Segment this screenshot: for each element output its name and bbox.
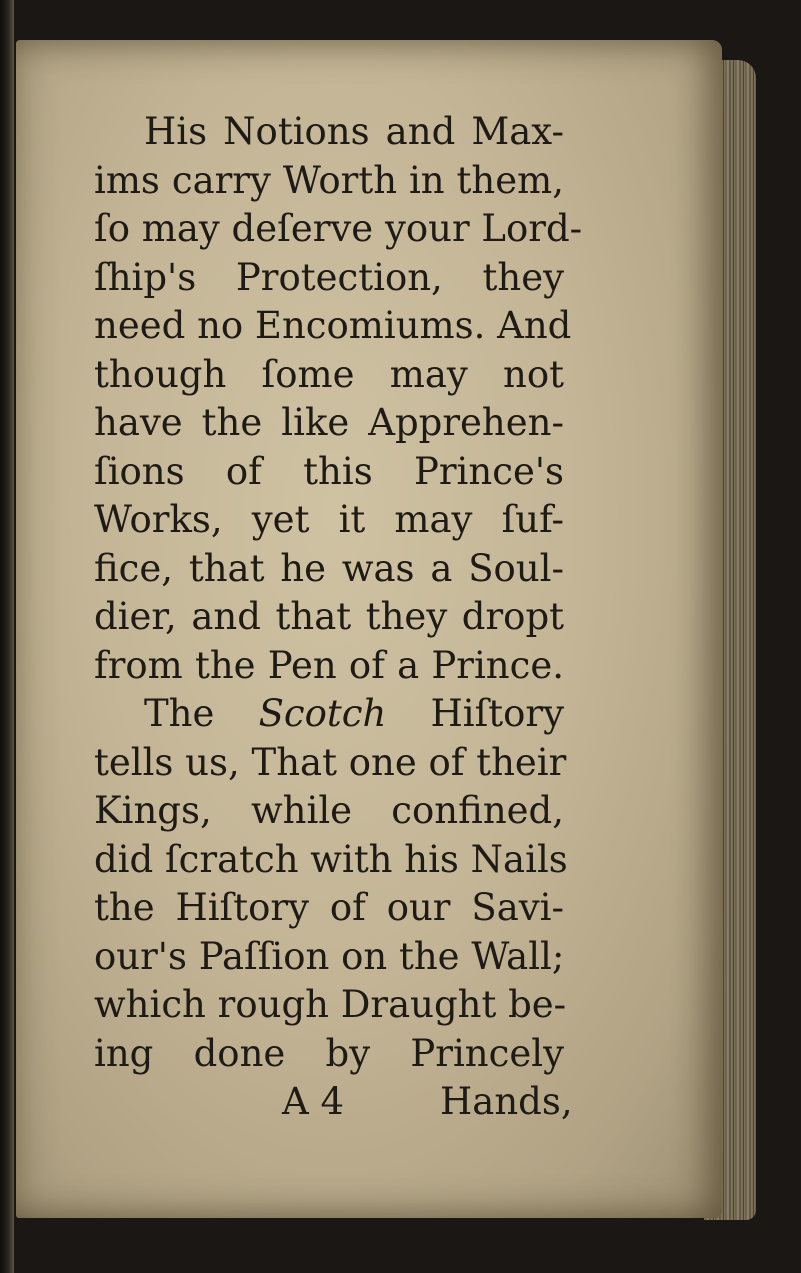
- text-line: though ſome may not: [94, 352, 564, 396]
- text-line: the Hiſtory of our Savi-: [94, 886, 564, 929]
- text-line: Kings, while confined,: [94, 789, 564, 832]
- text-line: His Notions and Max-: [144, 110, 564, 153]
- text-line: did ſcratch with his Nails: [94, 837, 568, 881]
- text-line: dier, and that they dropt: [94, 595, 564, 638]
- text-line: ims carry Worth in them,: [94, 158, 564, 202]
- italic-word: Scotch: [258, 692, 387, 735]
- text-line: our's Paſſion on the Wall;: [94, 934, 565, 978]
- text-run: Hiſtory: [386, 692, 565, 735]
- paragraph-start-line: [94, 690, 564, 739]
- text-line: which rough Draught be-: [94, 983, 567, 1026]
- text-line: tells us, That one of their: [94, 740, 567, 784]
- text-line: ſions of this Prince's: [94, 449, 564, 493]
- body-text: [94, 108, 583, 1127]
- text-line: fice, that he was a Soul-: [94, 546, 564, 590]
- text-run: The: [144, 692, 259, 735]
- book-spine: [0, 0, 14, 1273]
- text-line: ſo may deſerve your Lord-: [94, 207, 583, 250]
- text-line: need no Encomiums. And: [94, 304, 572, 347]
- page-footer-line: [94, 1078, 573, 1127]
- signature-mark: A 4: [282, 1080, 345, 1123]
- text-line: ing done by Princely: [94, 1031, 564, 1075]
- text-line: Works, yet it may ſuf-: [94, 498, 564, 541]
- catchword: Hands,: [440, 1080, 573, 1123]
- text-line: ſhip's Protection, they: [94, 255, 564, 299]
- text-line: have the like Apprehen-: [94, 401, 564, 444]
- text-line: from the Pen of a Prince.: [94, 643, 564, 687]
